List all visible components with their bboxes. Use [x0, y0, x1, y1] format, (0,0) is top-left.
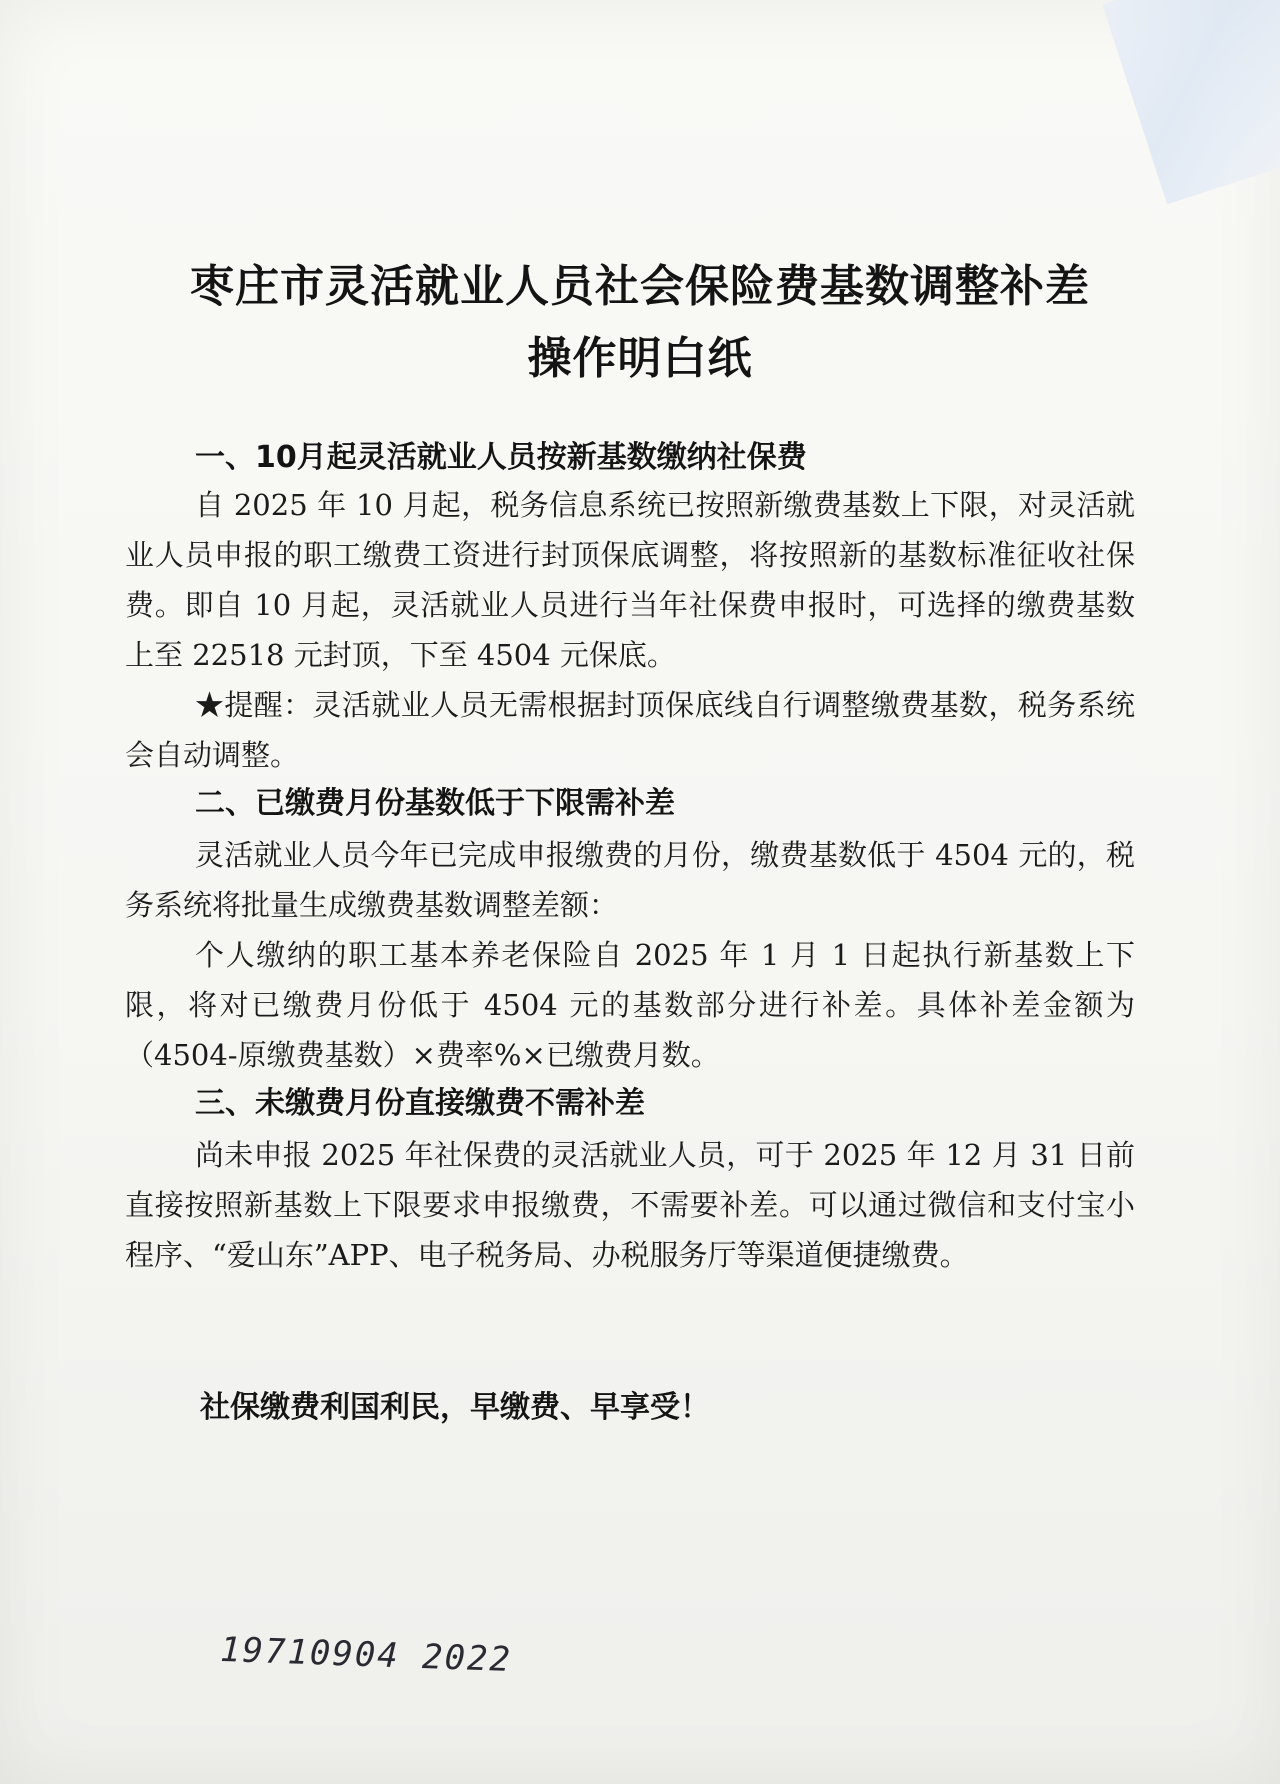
corner-tape-decoration: [1102, 0, 1280, 204]
section2-heading: 二、已缴费月份基数低于下限需补差: [195, 786, 675, 821]
section2-paragraph1: 灵活就业人员今年已完成申报缴费的月份，缴费基数低于 4504 元的，税务系统将批量生成缴费基数调整差额：: [125, 838, 1135, 922]
section1-reminder: ★提醒：灵活就业人员无需根据封顶保底线自行调整缴费基数，税务系统会自动调整。: [125, 688, 1135, 772]
handwritten-note: 19710904 2022: [219, 1629, 513, 1681]
section3-paragraph: 尚未申报 2025 年社保费的灵活就业人员，可于 2025 年 12 月 31 日前直接按照新基数上下限要求申报缴费，不需要补差。可以通过微信和支付宝小程序、“爱山东”APP、电子税务局、办税服务厅等渠道便捷缴费。: [125, 1138, 1135, 1272]
section2-paragraph2: 个人缴纳的职工基本养老保险自 2025 年 1 月 1 日起执行新基数上下限，将对已缴费月份低于 4504 元的基数部分进行补差。具体补差金额为（4504-原缴费基数）×费率%×已缴费月数。: [125, 938, 1135, 1072]
section1-heading: 一、10月起灵活就业人员按新基数缴纳社保费: [195, 440, 807, 475]
document-title-line1: 枣庄市灵活就业人员社会保险费基数调整补差: [190, 261, 1090, 312]
document-title-line2: 操作明白纸: [527, 333, 753, 384]
section3-heading: 三、未缴费月份直接缴费不需补差: [195, 1086, 645, 1121]
section1-paragraph: 自 2025 年 10 月起，税务信息系统已按照新缴费基数上下限，对灵活就业人员申报的职工缴费工资进行封顶保底调整，将按照新的基数标准征收社保费。即自 10 月起，灵活就业人员进行当年社保费申报时，可选择的缴费基数上至 22518 元封顶，下至 4504 元保底。: [125, 488, 1135, 672]
closing-slogan: 社保缴费利国利民，早缴费、早享受！: [200, 1390, 710, 1425]
